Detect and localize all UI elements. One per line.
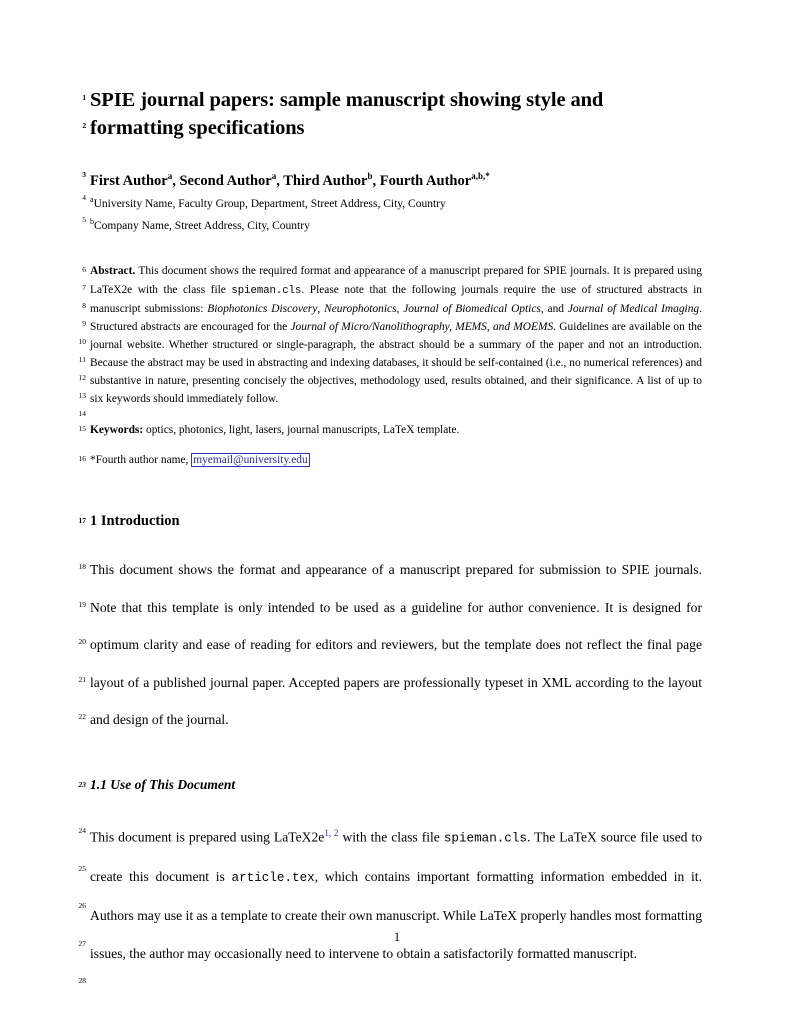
correspondence-block [78, 451, 702, 469]
paragraph-text-b: with the class file [338, 829, 444, 845]
abstract-block [78, 262, 703, 419]
subsection-use-of-this-document [78, 775, 702, 795]
abstract-text-5: , and [540, 302, 568, 315]
line-number: 6 [82, 265, 86, 275]
corresponding-author-email-link[interactable]: myemail@university.edu [193, 454, 308, 467]
keywords-text: optics, photonics, light, lasers, journal manuscripts, LaTeX template. [143, 424, 460, 437]
journal-name-4: Journal of Medical Imaging [567, 302, 700, 315]
line-number: 14 [78, 409, 86, 419]
section-heading-introduction [78, 511, 702, 531]
section-introduction [78, 511, 702, 531]
paragraph-intro-1 [78, 551, 702, 739]
line-number: 12 [78, 373, 86, 383]
line-number: 17 [78, 516, 86, 526]
line-number: 16 [78, 454, 86, 464]
page-title [82, 86, 702, 142]
author-name-4: Fourth Author [379, 172, 472, 189]
author-affil-marker: b [367, 171, 373, 181]
class-file-code: spieman.cls [443, 831, 527, 846]
affiliation-text: Company Name, Street Address, City, Country [94, 219, 310, 232]
abstract-text-3: , [317, 302, 325, 315]
author-affil-marker: a [167, 171, 173, 181]
line-number: 21 [78, 675, 86, 685]
line-number: 7 [82, 283, 86, 293]
page-number: 1 [393, 930, 401, 944]
abstract-text-4: , [396, 302, 404, 315]
line-number: 11 [78, 355, 86, 365]
line-number: 9 [82, 319, 86, 329]
affiliation-text: University Name, Faculty Group, Department, Street Address, City, Country [93, 197, 446, 210]
class-file-code: spieman.cls [231, 284, 302, 297]
citation-reference[interactable]: 1, 2 [324, 827, 339, 838]
abstract-label: Abstract. [90, 265, 136, 278]
paragraph-text: This document shows the format and appearance of a manuscript prepared for submission to SPIE journals. Note that this template is only intended to be used as a guideline for author convenience. It is designed for optimum clarity and ease of reading for editors and reviewers, but the template does not reflect the final page layout of a published journal paper. Accepted papers are professionally typeset in XML according to the layout and design of the journal. [90, 562, 702, 728]
line-number: 24 [78, 825, 86, 835]
abstract-text-6: . Structured abstracts are encouraged for the [90, 302, 702, 333]
line-number: 5 [82, 215, 86, 225]
line-number: 26 [78, 900, 86, 910]
line-number: 2 [82, 121, 86, 130]
author-separator: , [172, 172, 180, 189]
source-file-code: article.tex [231, 870, 315, 885]
affiliation-2 [82, 214, 702, 234]
title-line-2: formatting specifications [90, 117, 305, 139]
abstract-text-2: . Please note that the following journals require the use of structured abstracts in manuscript submissions: [90, 283, 703, 315]
line-number: 19 [78, 600, 86, 610]
line-number: 28 [78, 975, 86, 985]
paragraph-intro-2 [78, 815, 702, 985]
keywords-label: Keywords: [90, 424, 144, 437]
line-number: 1 [82, 93, 86, 102]
page-content [78, 86, 703, 985]
line-number: 25 [78, 863, 86, 873]
journal-name-1: Biophotonics Discovery [207, 302, 318, 315]
author-separator: , [372, 172, 380, 189]
paragraph-text-d: , which contains important formatting information embedded in it. Authors may use it as a template to create their own manuscript. While LaTeX properly handles most formatting issues, the author may occasionally need to intervene to obtain a satisfactorily formatted manuscript. [90, 868, 702, 961]
author-name-2: Second Author [179, 172, 272, 189]
paragraph-text-a: This document is prepared using LaTeX2e [90, 829, 325, 845]
author-separator: , [276, 172, 284, 189]
line-number: 13 [78, 391, 86, 401]
line-number: 4 [82, 192, 86, 202]
line-number: 23 [78, 779, 86, 789]
abstract-text-7: . Guidelines are available on the journal website. Whether structured or single-paragraph, the abstract should be a summary of the paper and not an introduction. Because the abstract may be used in abstracting and indexing databases, it should be self-contained (i.e., no numerical references) and substantive in nature, presenting concisely the objectives, methodology used, results obtained, and their significance. A list of up to six keywords should immediately follow. [90, 320, 702, 406]
line-number: 18 [78, 562, 86, 572]
line-number: 8 [82, 301, 86, 311]
section-heading-text: 1 Introduction [90, 513, 180, 530]
journal-name-3: Journal of Biomedical Optics [403, 302, 541, 315]
line-number: 20 [78, 637, 86, 647]
subsection-heading-text: 1.1 Use of This Document [90, 776, 236, 792]
correspondence-prefix: *Fourth author name, [90, 454, 192, 467]
affiliation-1 [82, 192, 702, 212]
journal-name-2: Neurophotonics [324, 302, 397, 315]
title-line-1: SPIE journal papers: sample manuscript showing style and [90, 89, 604, 111]
author-affil-marker: a,b,* [471, 171, 490, 181]
line-number: 27 [78, 938, 86, 948]
author-affil-marker: a [271, 171, 277, 181]
paragraph-text-c: . The LaTeX source file used to create this document is [90, 829, 702, 884]
keywords-block [78, 421, 702, 439]
subsection-heading [78, 775, 702, 795]
affil-marker: b [90, 217, 94, 227]
author-name-1: First Author [90, 172, 168, 189]
line-number: 3 [82, 170, 86, 179]
line-number: 15 [78, 424, 86, 434]
author-list [82, 167, 702, 190]
journal-name-5: Journal of Micro/Nanolithography, MEMS, and MOEMS [290, 320, 554, 333]
abstract-text-1: This document shows the required format and appearance of a manuscript prepared for SPIE journals. It is prepared using LaTeX2e with the class file [90, 265, 702, 296]
affil-marker: a [90, 194, 94, 204]
author-name-3: Third Author [283, 172, 368, 189]
line-number: 22 [78, 712, 86, 722]
line-number: 10 [78, 337, 86, 347]
